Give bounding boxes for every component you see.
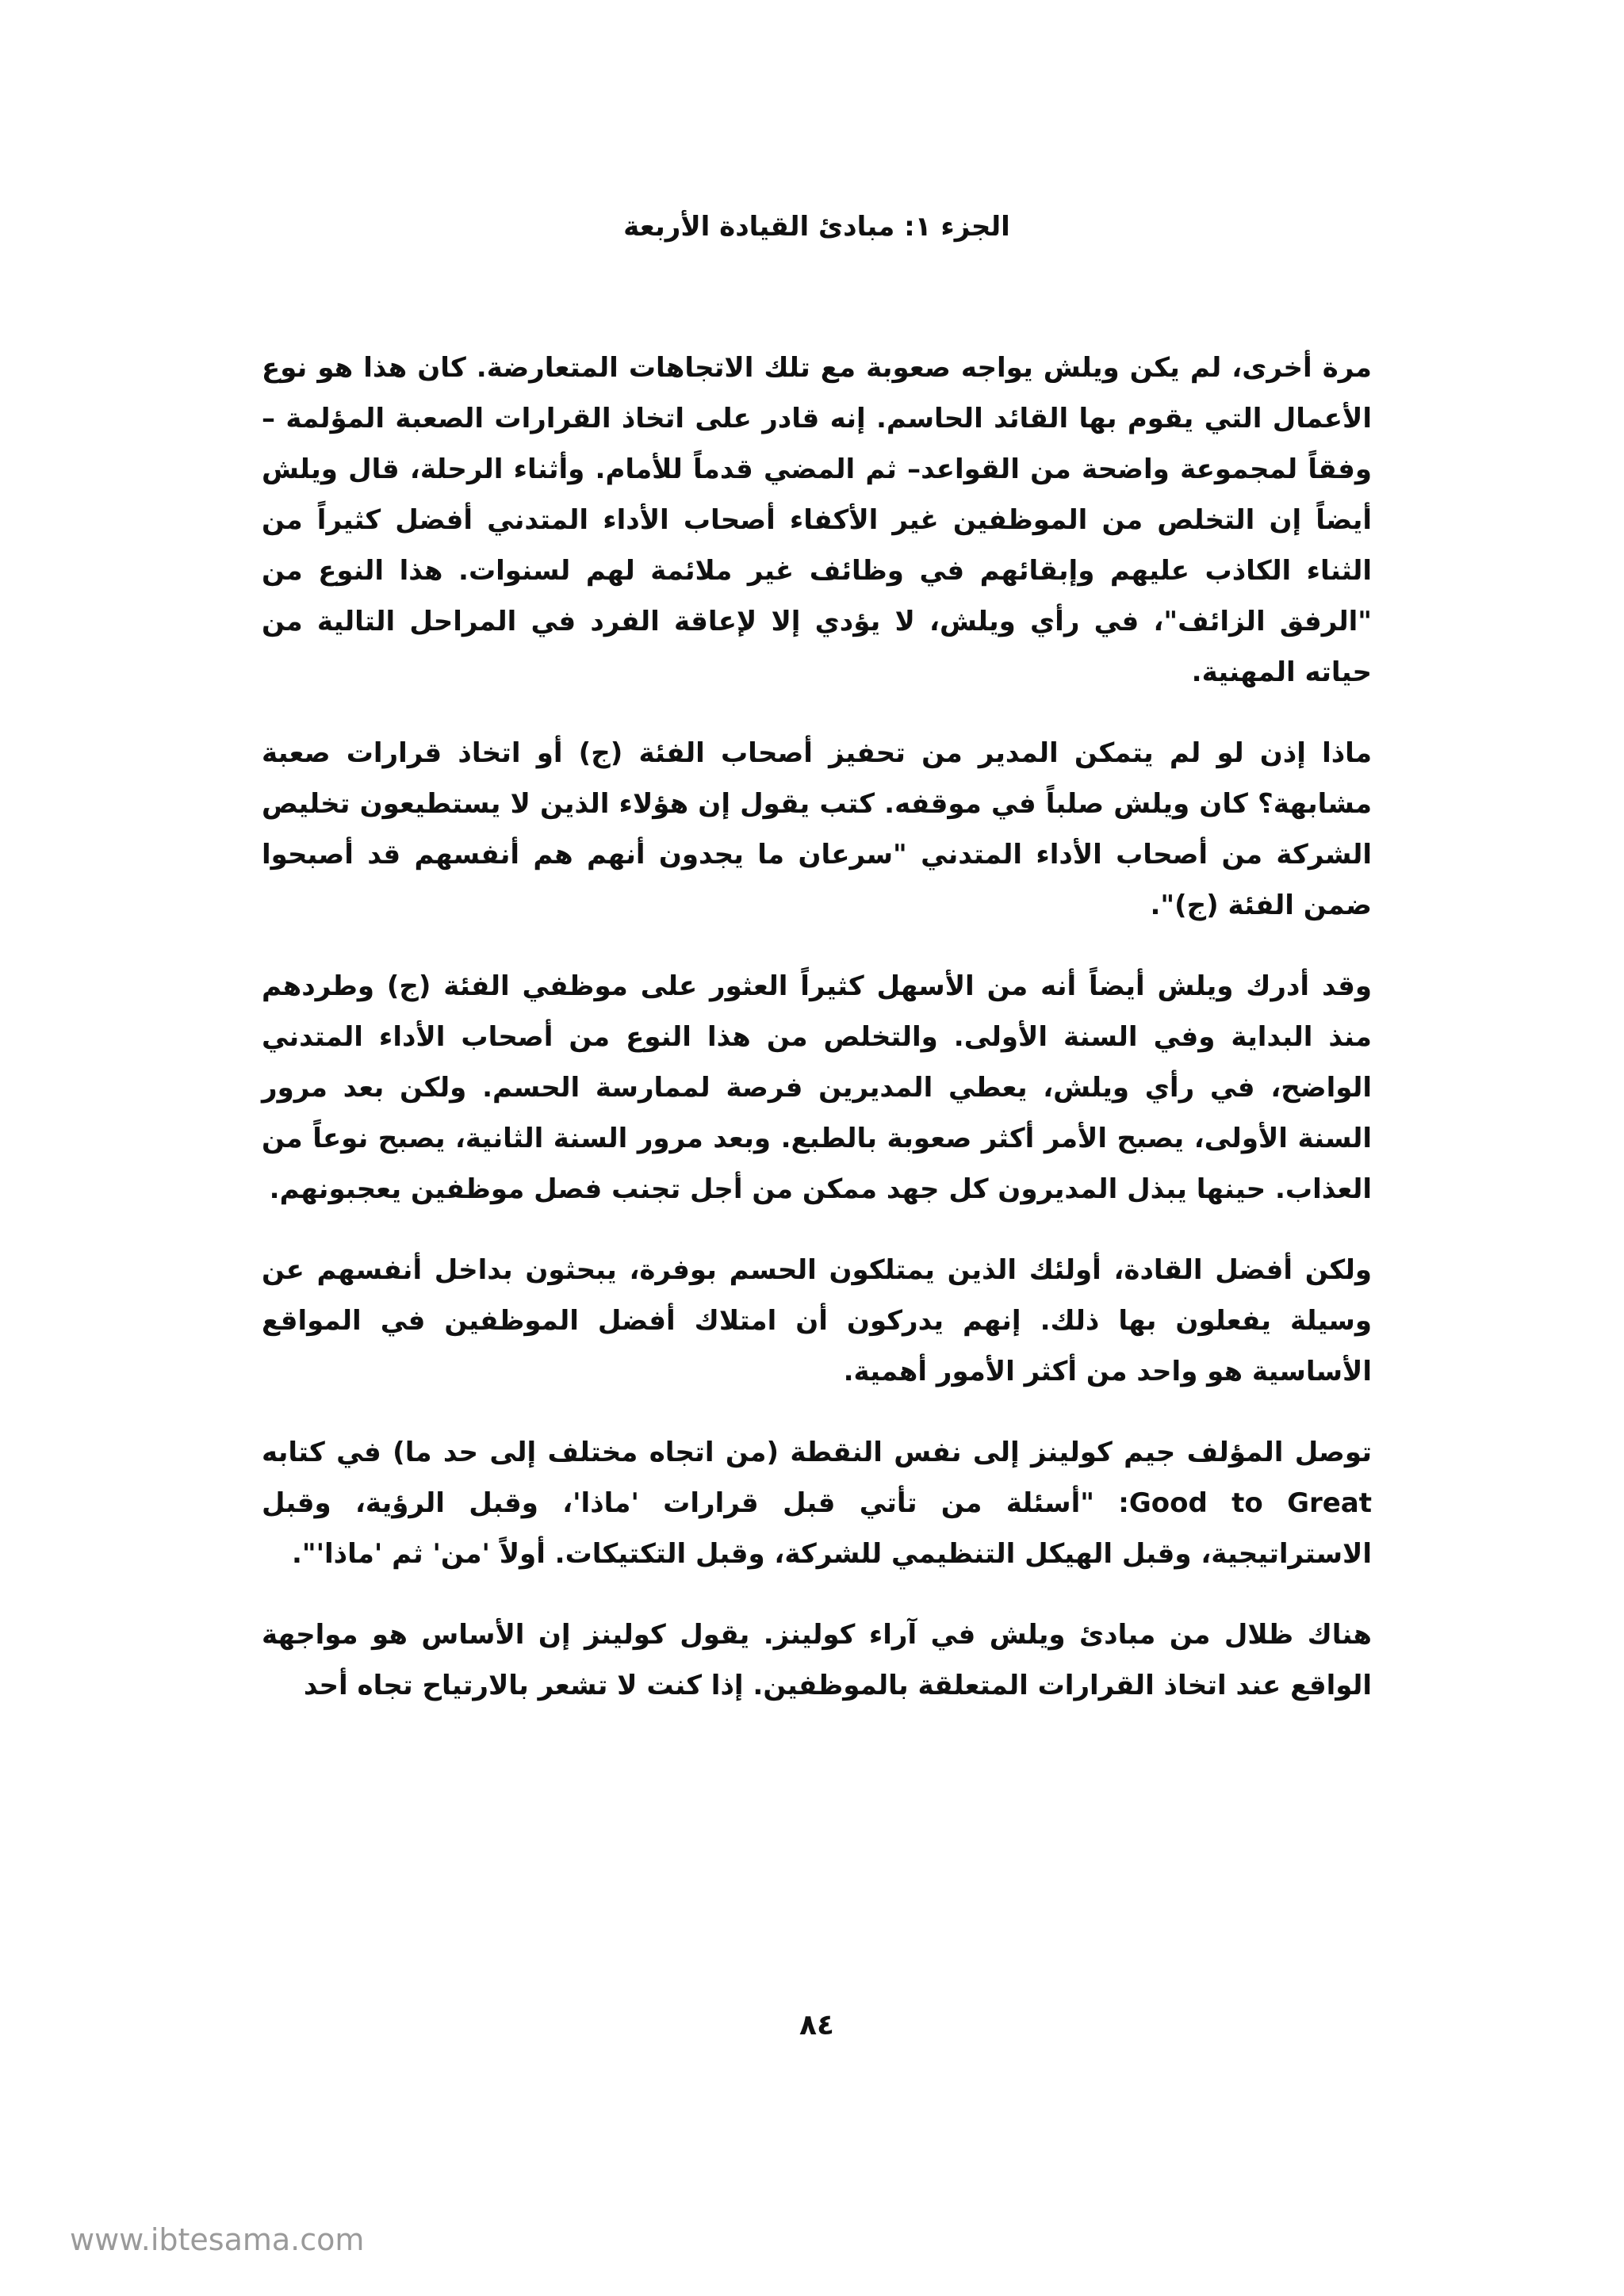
page-number: ٨٤ bbox=[799, 2009, 834, 2042]
paragraph: ولكن أفضل القادة، أولئك الذين يمتلكون الحسم بوفرة، يبحثون بداخل أنفسهم عن وسيلة يفعلون بها ذلك. إنهم يدركون أن امتلاك أفضل الموظفين في المواقع الأساسية هو واحد من أكثر الأمور أهمية. bbox=[262, 1254, 1372, 1387]
paragraph: وقد أدرك ويلش أيضاً أنه من الأسهل كثيراً العثور على موظفي الفئة (ج) وطردهم منذ البداية وفي السنة الأولى. والتخلص من هذا النوع من أصحاب الأداء المتدني الواضح، في رأي ويلش، يعطي المديرين فرصة لممارسة الحسم. ولكن بعد مرور السنة الأولى، يصبح الأمر أكثر صعوبة بالطبع. وبعد مرور السنة الثانية، يصبح نوعاً من العذاب. حينها يبذل المديرون كل جهد ممكن من أجل تجنب فصل موظفين يعجبونهم. bbox=[262, 970, 1372, 1205]
paragraph: هناك ظلال من مبادئ ويلش في آراء كولينز. يقول كولينز إن الأساس هو مواجهة الواقع عند اتخاذ القرارات المتعلقة بالموظفين. إذا كنت لا تشعر بالارتياح تجاه أحد bbox=[262, 1619, 1372, 1701]
running-header: الجزء ١: مبادئ القيادة الأربعة bbox=[623, 211, 1010, 243]
paragraph: توصل المؤلف جيم كولينز إلى نفس النقطة (من اتجاه مختلف إلى حد ما) في كتابه Good to Great: "أسئلة من تأتي قبل قرارات 'ماذا'، وقبل الرؤية، وقبل الاستراتيجية، وقبل الهيكل التنظيمي للشركة، وقبل التكتيكات. أولاً 'من' ثم 'ماذا'". bbox=[262, 1437, 1373, 1570]
watermark: www.ibtesama.com bbox=[70, 2222, 365, 2257]
body-text bbox=[262, 342, 1372, 1741]
paragraph: ماذا إذن لو لم يتمكن المدير من تحفيز أصحاب الفئة (ج) أو اتخاذ قرارات صعبة مشابهة؟ كان ويلش صلباً في موقفه. كتب يقول إن هؤلاء الذين لا يستطيعون تخليص الشركة من أصحاب الأداء المتدني "سرعان ما يجدون أنهم هم أنفسهم قد أصبحوا ضمن الفئة (ج)". bbox=[262, 737, 1372, 921]
paragraph: مرة أخرى، لم يكن ويلش يواجه صعوبة مع تلك الاتجاهات المتعارضة. كان هذا هو نوع الأعمال التي يقوم بها القائد الحاسم. إنه قادر على اتخاذ القرارات الصعبة المؤلمة –وفقاً لمجموعة واضحة من القواعد– ثم المضي قدماً للأمام. وأثناء الرحلة، قال ويلش أيضاً إن التخلص من الموظفين غير الأكفاء أصحاب الأداء المتدني أفضل كثيراً من الثناء الكاذب عليهم وإبقائهم في وظائف غير ملائمة لهم لسنوات. هذا النوع من "الرفق الزائف"، في رأي ويلش، لا يؤدي إلا لإعاقة الفرد في المراحل التالية من حياته المهنية. bbox=[262, 352, 1372, 688]
